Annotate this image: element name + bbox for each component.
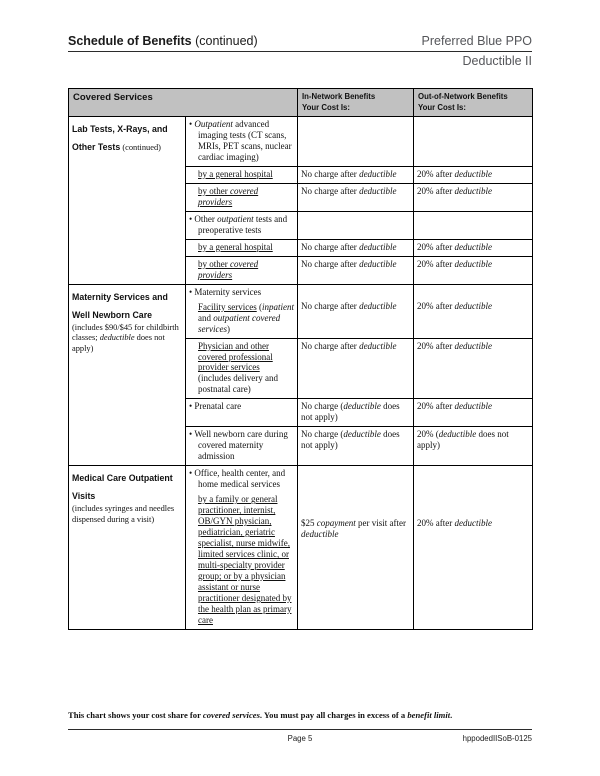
category-cell-maternity [69, 284, 186, 466]
in-network-cost-cell: No charge after deductible [298, 183, 414, 211]
category-name: Maternity Services and Well Newborn Care [72, 291, 168, 320]
service-sub-item: by a general hospital [198, 168, 273, 179]
page-footer [68, 710, 532, 743]
category-cell-medical-care [69, 466, 186, 630]
in-network-cost-cell [298, 211, 414, 239]
document-title [68, 34, 258, 48]
benefit-row [69, 117, 533, 167]
out-of-network-cost-cell: 20% after deductible [414, 239, 533, 256]
service-bullet: • Outpatient advanced imaging tests (CT scans, MRIs, PET scans, nuclear cardiac imaging) [189, 119, 294, 163]
out-of-network-cost-cell [414, 117, 533, 167]
table-header-row [69, 89, 533, 117]
category-cell-lab-tests [69, 117, 186, 285]
out-of-network-header [414, 89, 533, 117]
footer-meta [68, 734, 532, 743]
in-network-cost-cell [298, 117, 414, 167]
covered-services-header: Covered Services [69, 89, 298, 117]
in-network-cost-cell: No charge (deductible does not apply) [298, 399, 414, 427]
category-note: (includes $90/$45 for childbirth classes; deductible does not apply) [72, 322, 179, 353]
plan-variant: Deductible II [462, 54, 532, 68]
document-title-suffix: (continued) [191, 34, 258, 48]
out-of-network-cost-cell: 20% after deductible [414, 183, 533, 211]
in-network-cost-cell: No charge after deductible [298, 284, 414, 338]
in-network-header-line2: Your Cost Is: [302, 102, 350, 112]
out-of-network-cost-cell: 20% after deductible [414, 399, 533, 427]
category-note: (continued) [120, 143, 161, 153]
service-bullet: • Prenatal care [189, 401, 294, 412]
service-bullet: • Maternity services [189, 287, 294, 298]
category-name: Medical Care Outpatient Visits [72, 473, 173, 502]
service-cell [186, 239, 298, 256]
service-bullet: • Well newborn care during covered maternity admission [189, 429, 294, 462]
in-network-cost-cell: $25 copayment per visit after deductible [298, 466, 414, 630]
service-sub-item: by a family or general practitioner, internist, OB/GYN physician, pediatrician, geriatric specialist, nurse midwife, limited services clinic, or multi-specialty provider group; or by a physician assistant or nurse practitioner designated by the health plan as primary care [198, 494, 292, 625]
out-of-network-cost-cell: 20% after deductible [414, 466, 533, 630]
service-cell [186, 256, 298, 284]
benefits-table [68, 88, 533, 630]
out-of-network-cost-cell: 20% (deductible does not apply) [414, 427, 533, 466]
out-of-network-header-line1: Out-of-Network Benefits [418, 92, 508, 101]
service-cell [186, 466, 298, 630]
service-cell [186, 427, 298, 466]
page-header [68, 34, 532, 48]
header-divider [68, 51, 532, 52]
service-cell [186, 338, 298, 399]
out-of-network-cost-cell: 20% after deductible [414, 338, 533, 399]
in-network-cost-cell: No charge after deductible [298, 256, 414, 284]
service-cell [186, 211, 298, 239]
page-number: Page 5 [287, 733, 313, 743]
service-sub-item: by other covered providers [198, 258, 259, 280]
out-of-network-cost-cell: 20% after deductible [414, 166, 533, 183]
service-cell [186, 183, 298, 211]
in-network-header-line1: In-Network Benefits [302, 92, 376, 101]
in-network-cost-cell: No charge (deductible does not apply) [298, 427, 414, 466]
service-sub-item: Facility services (inpatient and outpatient covered services) [198, 301, 294, 334]
service-bullet: • Office, health center, and home medical services [189, 468, 294, 490]
service-cell [186, 117, 298, 167]
in-network-cost-cell: No charge after deductible [298, 166, 414, 183]
document-title-bold: Schedule of Benefits [68, 34, 192, 48]
benefit-row [69, 284, 533, 338]
document-code: hppodedIISoB-0125 [462, 733, 532, 743]
category-note: (includes syringes and needles dispensed during a visit) [72, 504, 175, 524]
benefit-row [69, 466, 533, 630]
in-network-cost-cell: No charge after deductible [298, 239, 414, 256]
out-of-network-cost-cell [414, 211, 533, 239]
plan-name: Preferred Blue PPO [421, 34, 532, 48]
footer-note: This chart shows your cost share for covered services. You must pay all charges in excess of a benefit limit. [68, 709, 453, 720]
service-sub-item: by a general hospital [198, 241, 273, 252]
footer-divider [68, 729, 532, 730]
category-name: Lab Tests, X-Rays, and Other Tests [72, 124, 168, 153]
out-of-network-header-line2: Your Cost Is: [418, 102, 466, 112]
service-bullet: • Other outpatient tests and preoperative tests [189, 214, 294, 236]
service-sub-item: Physician and other covered professional provider services (includes delivery and postnatal care) [198, 340, 278, 395]
service-cell [186, 399, 298, 427]
service-cell [186, 166, 298, 183]
in-network-header [298, 89, 414, 117]
service-sub-item: by other covered providers [198, 185, 259, 207]
out-of-network-cost-cell: 20% after deductible [414, 256, 533, 284]
service-cell [186, 284, 298, 338]
in-network-cost-cell: No charge after deductible [298, 338, 414, 399]
out-of-network-cost-cell: 20% after deductible [414, 284, 533, 338]
